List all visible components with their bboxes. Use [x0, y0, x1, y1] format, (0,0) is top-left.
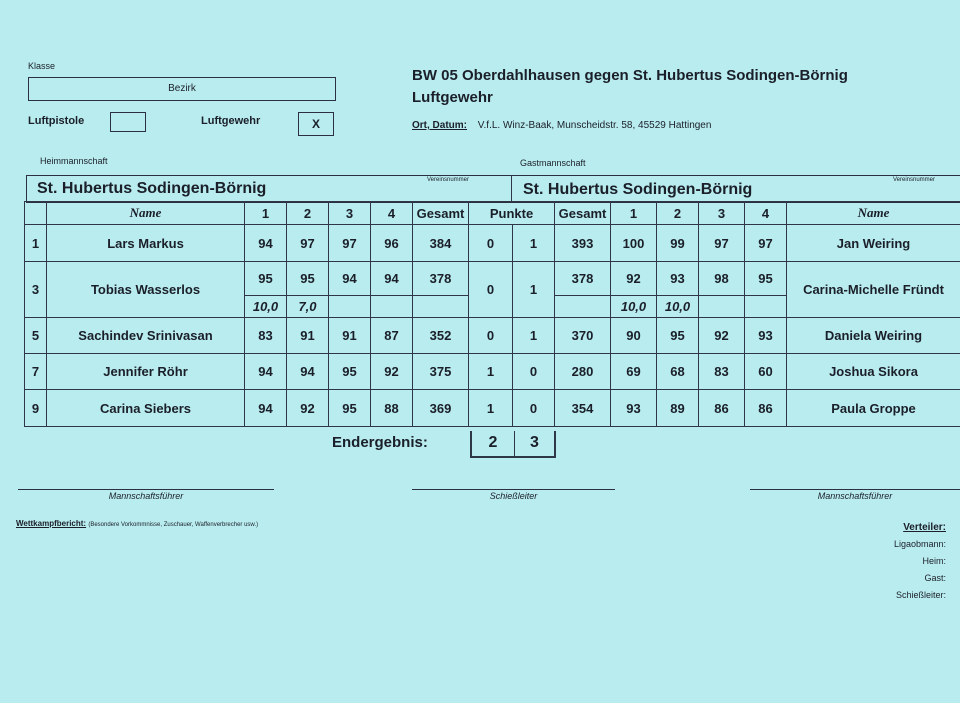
guest-tiebreak-3 [699, 296, 745, 318]
match-title: BW 05 Oberdahlhausen gegen St. Hubertus Sodingen-Börnig [412, 67, 848, 84]
header-guest-s3: 3 [699, 202, 745, 225]
guest-tiebreak-1: 10,0 [611, 296, 657, 318]
table-row [25, 390, 960, 427]
home-series-3: 95 [329, 390, 371, 427]
ort-datum-label: Ort, Datum: [412, 120, 467, 131]
guest-series-2: 68 [657, 354, 699, 390]
row-index: 3 [25, 262, 47, 318]
home-series-4: 94 [371, 262, 413, 296]
header-guest-name: Name [787, 202, 960, 225]
verteiler-item: Ligaobmann: [893, 539, 946, 549]
header-home-s2: 2 [287, 202, 329, 225]
header-index [25, 202, 47, 225]
guest-series-3: 98 [699, 262, 745, 296]
signature-label-right: Mannschaftsführer [817, 491, 893, 501]
home-series-2: 92 [287, 390, 329, 427]
header-guest-s2: 2 [657, 202, 699, 225]
home-total: 369 [413, 390, 469, 427]
home-vereinsnummer-label: Vereinsnummer [427, 177, 470, 183]
home-points: 1 [469, 354, 513, 390]
guest-shooter-name: Daniela Weiring [787, 318, 960, 354]
guest-points: 0 [513, 390, 555, 427]
header-home-s1: 1 [245, 202, 287, 225]
guest-series-1: 90 [611, 318, 657, 354]
row-index: 9 [25, 390, 47, 427]
endergebnis-label: Endergebnis: [332, 434, 428, 451]
home-series-2: 91 [287, 318, 329, 354]
end-guest-points: 3 [530, 434, 539, 451]
guest-series-1: 93 [611, 390, 657, 427]
table-row [25, 225, 960, 262]
signature-line-right [750, 489, 960, 490]
guest-tiebreak-2: 10,0 [657, 296, 699, 318]
home-tiebreak-total [413, 296, 469, 318]
guest-series-3: 86 [699, 390, 745, 427]
ort-datum-value: V.f.L. Winz-Baak, Munscheidstr. 58, 45529 Hattingen [477, 120, 712, 131]
row-index: 1 [25, 225, 47, 262]
home-shooter-name: Tobias Wasserlos [47, 262, 245, 318]
signature-label-left: Mannschaftsführer [108, 491, 184, 501]
home-series-2: 95 [287, 262, 329, 296]
heimmannschaft-label: Heimmannschaft [40, 156, 108, 166]
guest-vereinsnummer-label: Vereinsnummer [893, 177, 936, 183]
home-tiebreak-4 [371, 296, 413, 318]
table-row [25, 354, 960, 390]
luftgewehr-label: Luftgewehr [201, 115, 261, 127]
home-total: 352 [413, 318, 469, 354]
guest-points: 0 [513, 354, 555, 390]
guest-series-2: 93 [657, 262, 699, 296]
luftpistole-checkbox[interactable] [110, 112, 146, 132]
home-series-3: 91 [329, 318, 371, 354]
guest-series-2: 99 [657, 225, 699, 262]
home-series-3: 95 [329, 354, 371, 390]
home-series-2: 94 [287, 354, 329, 390]
table-row [25, 262, 960, 296]
guest-series-4: 60 [745, 354, 787, 390]
team-bar-divider [511, 176, 512, 202]
header-guest-s1: 1 [611, 202, 657, 225]
guest-series-1: 92 [611, 262, 657, 296]
header-home-name: Name [47, 202, 245, 225]
verteiler-list [894, 519, 946, 604]
guest-series-4: 86 [745, 390, 787, 427]
verteiler-item: Gast: [924, 573, 946, 583]
guest-series-4: 93 [745, 318, 787, 354]
team-name-bar [26, 175, 960, 203]
guest-series-3: 83 [699, 354, 745, 390]
home-shooter-name: Jennifer Röhr [47, 354, 245, 390]
home-tiebreak-3 [329, 296, 371, 318]
score-table [24, 201, 960, 427]
guest-tiebreak-4 [745, 296, 787, 318]
guest-shooter-name: Carina-Michelle Fründt [787, 262, 960, 318]
guest-total: 393 [555, 225, 611, 262]
header-guest-gesamt: Gesamt [555, 202, 611, 225]
header-home-s4: 4 [371, 202, 413, 225]
row-index: 7 [25, 354, 47, 390]
home-points: 0 [469, 225, 513, 262]
verteiler-title: Verteiler: [903, 522, 946, 533]
signature-line-middle [412, 489, 615, 490]
guest-series-1: 100 [611, 225, 657, 262]
guest-total: 378 [555, 262, 611, 296]
guest-total: 354 [555, 390, 611, 427]
guest-points: 1 [513, 262, 555, 318]
row-index: 5 [25, 318, 47, 354]
home-points: 0 [469, 318, 513, 354]
home-series-1: 94 [245, 225, 287, 262]
guest-tiebreak-total [555, 296, 611, 318]
match-subtitle: Luftgewehr [412, 89, 493, 106]
header-guest-s4: 4 [745, 202, 787, 225]
home-points: 1 [469, 390, 513, 427]
home-tiebreak-1: 10,0 [245, 296, 287, 318]
table-row [25, 318, 960, 354]
guest-total: 370 [555, 318, 611, 354]
wettkampfbericht-hint: (Besondere Vorkommnisse, Zuschauer, Waffenverbrecher usw.) [88, 522, 259, 528]
wettkampfbericht-label: Wettkampfbericht: [16, 519, 87, 528]
end-home-points: 2 [472, 431, 515, 456]
signature-line-left [18, 489, 274, 490]
verteiler-item: Heim: [922, 556, 946, 566]
home-series-4: 87 [371, 318, 413, 354]
home-total: 384 [413, 225, 469, 262]
guest-shooter-name: Paula Groppe [787, 390, 960, 427]
guest-shooter-name: Joshua Sikora [787, 354, 960, 390]
guest-series-3: 97 [699, 225, 745, 262]
guest-total: 280 [555, 354, 611, 390]
home-series-1: 95 [245, 262, 287, 296]
home-series-2: 97 [287, 225, 329, 262]
home-shooter-name: Sachindev Srinivasan [47, 318, 245, 354]
home-series-4: 96 [371, 225, 413, 262]
home-series-3: 97 [329, 225, 371, 262]
luftgewehr-checkbox[interactable]: X [298, 112, 334, 136]
endergebnis-box [470, 431, 556, 458]
guest-points: 1 [513, 318, 555, 354]
guest-series-1: 69 [611, 354, 657, 390]
header-punkte: Punkte [469, 202, 555, 225]
home-series-1: 94 [245, 354, 287, 390]
home-series-3: 94 [329, 262, 371, 296]
home-total: 375 [413, 354, 469, 390]
home-tiebreak-2: 7,0 [287, 296, 329, 318]
klasse-label: Klasse [28, 61, 56, 71]
guest-team-name: St. Hubertus Sodingen-Börnig [523, 181, 753, 198]
home-series-1: 94 [245, 390, 287, 427]
guest-series-3: 92 [699, 318, 745, 354]
header-home-gesamt: Gesamt [413, 202, 469, 225]
bezirk-field[interactable] [28, 77, 336, 101]
home-points: 0 [469, 262, 513, 318]
home-shooter-name: Carina Siebers [47, 390, 245, 427]
guest-series-4: 95 [745, 262, 787, 296]
verteiler-item: Schießleiter: [895, 590, 946, 600]
guest-shooter-name: Jan Weiring [787, 225, 960, 262]
guest-series-4: 97 [745, 225, 787, 262]
home-total: 378 [413, 262, 469, 296]
table-header-row [25, 202, 960, 225]
luftpistole-label: Luftpistole [28, 115, 85, 127]
gastmannschaft-label: Gastmannschaft [520, 158, 586, 168]
guest-series-2: 95 [657, 318, 699, 354]
home-series-4: 88 [371, 390, 413, 427]
home-shooter-name: Lars Markus [47, 225, 245, 262]
home-team-name: St. Hubertus Sodingen-Börnig [37, 180, 267, 197]
header-home-s3: 3 [329, 202, 371, 225]
signature-label-middle: Schießleiter [489, 491, 538, 501]
home-series-1: 83 [245, 318, 287, 354]
bezirk-value: Bezirk [168, 83, 196, 94]
guest-series-2: 89 [657, 390, 699, 427]
home-series-4: 92 [371, 354, 413, 390]
guest-points: 1 [513, 225, 555, 262]
